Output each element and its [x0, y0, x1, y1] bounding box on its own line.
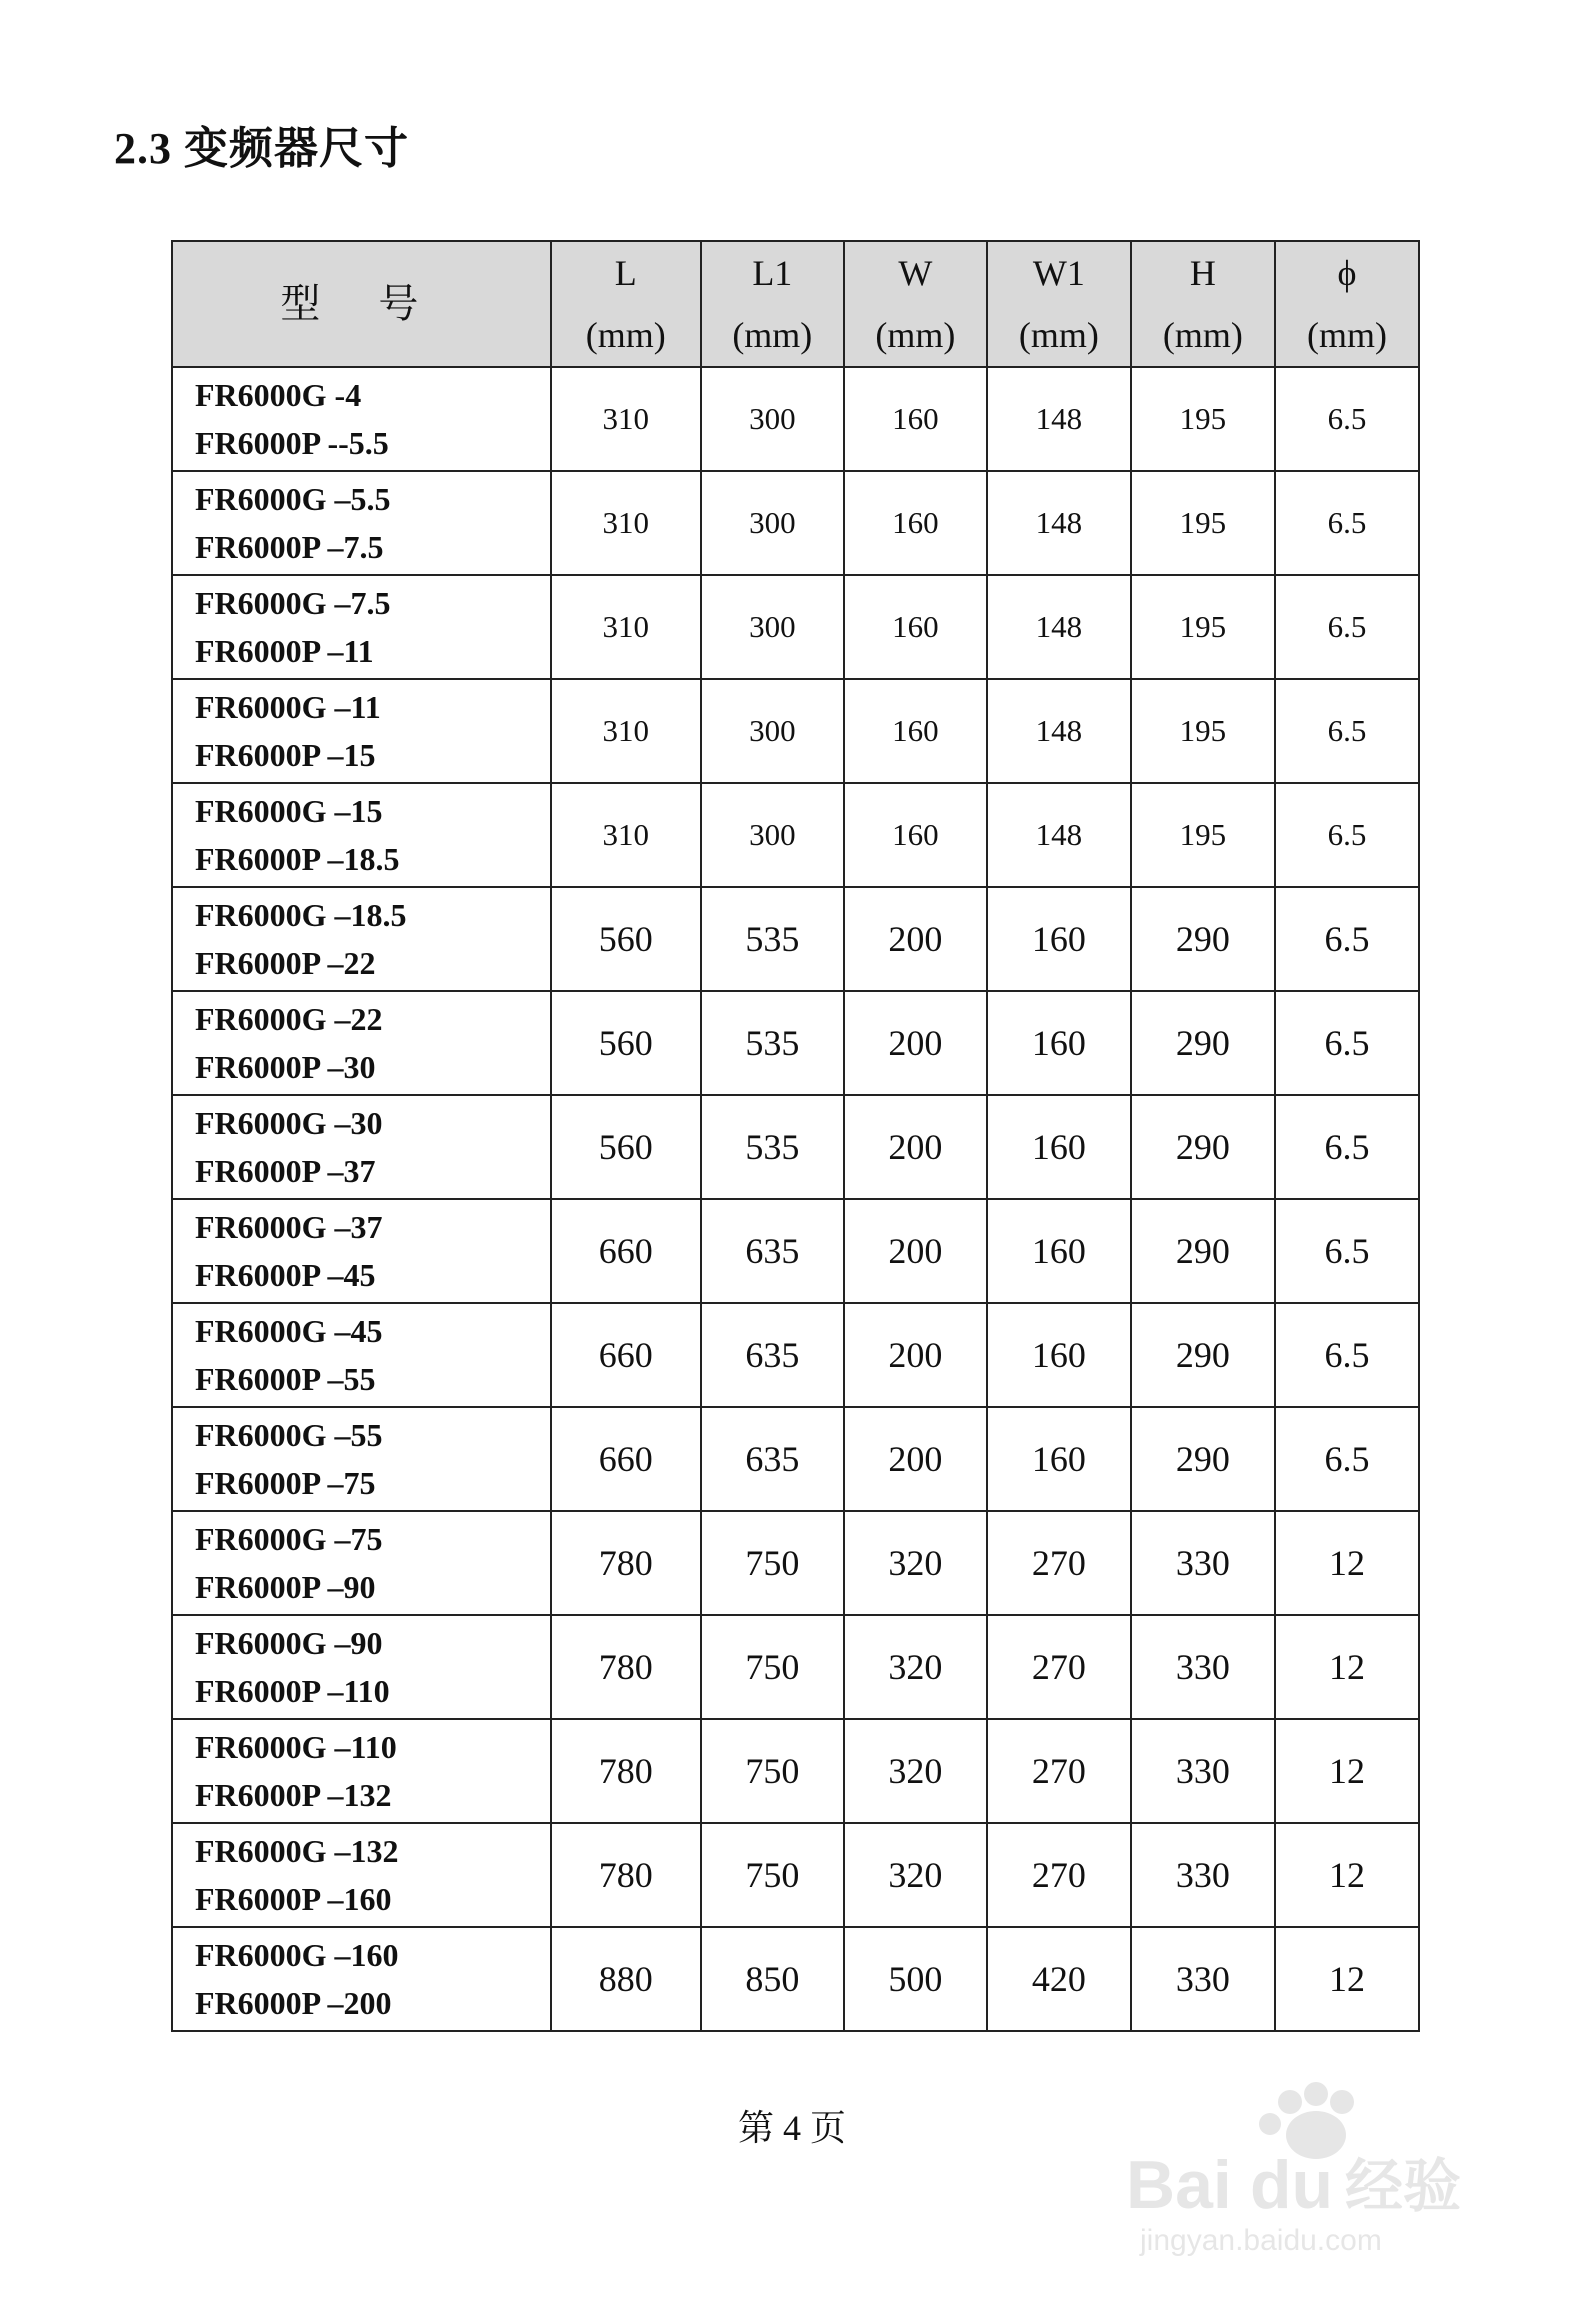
- model-cell: [172, 1823, 551, 1927]
- cell-w: 160: [844, 575, 987, 679]
- cell-l1: 300: [701, 679, 844, 783]
- cell-w: 160: [844, 679, 987, 783]
- header-W: [844, 241, 987, 367]
- cell-w1: 270: [987, 1511, 1131, 1615]
- header-H: [1131, 241, 1275, 367]
- model-p: FR6000P –75: [195, 1465, 376, 1501]
- model-cell: [172, 783, 551, 887]
- model-g: FR6000G -4: [195, 377, 362, 413]
- svg-text:经验: 经验: [1345, 2152, 1462, 2220]
- cell-l1: 750: [701, 1719, 844, 1823]
- table-row: [172, 1719, 1419, 1823]
- model-cell: [172, 367, 551, 471]
- table-row: [172, 679, 1419, 783]
- table-row: [172, 1199, 1419, 1303]
- cell-l: 560: [551, 1095, 701, 1199]
- table-row: [172, 887, 1419, 991]
- cell-l: 780: [551, 1615, 701, 1719]
- cell-w1: 148: [987, 367, 1131, 471]
- header-label: W: [898, 253, 933, 293]
- model-cell: [172, 1407, 551, 1511]
- section-title: 2.3 变频器尺寸: [114, 124, 409, 173]
- model-p: FR6000P –37: [195, 1153, 376, 1189]
- cell-h: 290: [1131, 1407, 1275, 1511]
- model-p: FR6000P –30: [195, 1049, 376, 1085]
- model-cell: [172, 679, 551, 783]
- model-p: FR6000P –45: [195, 1257, 376, 1293]
- cell-phi: 6.5: [1275, 1407, 1419, 1511]
- cell-w1: 160: [987, 1303, 1131, 1407]
- svg-text:Bai: Bai: [1126, 2147, 1232, 2223]
- table-body: [172, 367, 1419, 2031]
- cell-phi: 12: [1275, 1719, 1419, 1823]
- cell-w1: 270: [987, 1615, 1131, 1719]
- cell-l: 780: [551, 1719, 701, 1823]
- cell-h: 195: [1131, 575, 1275, 679]
- model-cell: [172, 1615, 551, 1719]
- model-cell: [172, 1927, 551, 2031]
- cell-h: 195: [1131, 783, 1275, 887]
- table-row: [172, 1095, 1419, 1199]
- cell-w: 200: [844, 1407, 987, 1511]
- model-g: FR6000G –22: [195, 1001, 383, 1037]
- cell-phi: 6.5: [1275, 783, 1419, 887]
- cell-w: 200: [844, 887, 987, 991]
- model-p: FR6000P –15: [195, 737, 376, 773]
- header-unit: (mm): [1306, 315, 1387, 355]
- cell-w: 320: [844, 1823, 987, 1927]
- header-unit: (mm): [1018, 315, 1099, 355]
- page-number: 第 4 页: [737, 2108, 846, 2148]
- cell-w: 320: [844, 1719, 987, 1823]
- cell-w1: 148: [987, 679, 1131, 783]
- cell-phi: 6.5: [1275, 367, 1419, 471]
- cell-l1: 750: [701, 1615, 844, 1719]
- model-p: FR6000P –22: [195, 945, 376, 981]
- header-label: W1: [1032, 253, 1085, 293]
- cell-phi: 6.5: [1275, 1199, 1419, 1303]
- model-g: FR6000G –11: [195, 689, 381, 725]
- cell-l: 310: [551, 471, 701, 575]
- table-row: [172, 367, 1419, 471]
- cell-l1: 535: [701, 887, 844, 991]
- cell-w: 200: [844, 1199, 987, 1303]
- header-label: ϕ: [1337, 253, 1357, 293]
- cell-h: 330: [1131, 1719, 1275, 1823]
- cell-h: 195: [1131, 471, 1275, 575]
- header-L1: [701, 241, 844, 367]
- model-cell: [172, 1095, 551, 1199]
- cell-h: 330: [1131, 1511, 1275, 1615]
- cell-l1: 535: [701, 1095, 844, 1199]
- model-p: FR6000P –90: [195, 1569, 376, 1605]
- cell-w1: 160: [987, 991, 1131, 1095]
- cell-h: 195: [1131, 679, 1275, 783]
- cell-l1: 300: [701, 471, 844, 575]
- header-W1: [987, 241, 1131, 367]
- model-g: FR6000G –7.5: [195, 585, 391, 621]
- cell-w: 160: [844, 783, 987, 887]
- cell-l: 310: [551, 575, 701, 679]
- table-row: [172, 575, 1419, 679]
- cell-phi: 6.5: [1275, 471, 1419, 575]
- table-row: [172, 1615, 1419, 1719]
- cell-phi: 12: [1275, 1927, 1419, 2031]
- cell-w1: 270: [987, 1823, 1131, 1927]
- model-p: FR6000P –11: [195, 633, 374, 669]
- cell-l1: 750: [701, 1823, 844, 1927]
- model-g: FR6000G –18.5: [195, 897, 407, 933]
- model-cell: [172, 991, 551, 1095]
- header-phi: [1275, 241, 1419, 367]
- cell-h: 290: [1131, 1095, 1275, 1199]
- cell-l1: 300: [701, 367, 844, 471]
- header-label: H: [1189, 253, 1216, 293]
- cell-l: 880: [551, 1927, 701, 2031]
- model-p: FR6000P –132: [195, 1777, 392, 1813]
- cell-l: 560: [551, 887, 701, 991]
- cell-phi: 6.5: [1275, 887, 1419, 991]
- model-cell: [172, 575, 551, 679]
- dimension-table: [171, 240, 1420, 2032]
- cell-l: 310: [551, 783, 701, 887]
- model-p: FR6000P –200: [195, 1985, 392, 2021]
- model-p: FR6000P –160: [195, 1881, 392, 1917]
- cell-phi: 6.5: [1275, 991, 1419, 1095]
- model-p: FR6000P --5.5: [195, 425, 389, 461]
- cell-w1: 160: [987, 1199, 1131, 1303]
- cell-h: 330: [1131, 1927, 1275, 2031]
- model-g: FR6000G –30: [195, 1105, 383, 1141]
- cell-l1: 535: [701, 991, 844, 1095]
- cell-phi: 12: [1275, 1823, 1419, 1927]
- table-row: [172, 1511, 1419, 1615]
- cell-phi: 6.5: [1275, 1095, 1419, 1199]
- model-g: FR6000G –75: [195, 1521, 383, 1557]
- header-unit: (mm): [1162, 315, 1243, 355]
- cell-l1: 635: [701, 1199, 844, 1303]
- model-g: FR6000G –160: [195, 1937, 399, 1973]
- header-label: L1: [752, 253, 793, 293]
- model-g: FR6000G –5.5: [195, 481, 391, 517]
- header-unit: (mm): [585, 315, 666, 355]
- cell-w: 320: [844, 1511, 987, 1615]
- svg-text:du: du: [1250, 2147, 1334, 2223]
- cell-w: 200: [844, 991, 987, 1095]
- svg-text:jingyan.baidu.com: jingyan.baidu.com: [1140, 2224, 1382, 2257]
- model-cell: [172, 471, 551, 575]
- model-cell: [172, 1199, 551, 1303]
- cell-h: 290: [1131, 1199, 1275, 1303]
- model-g: FR6000G –110: [195, 1729, 397, 1765]
- cell-h: 195: [1131, 367, 1275, 471]
- cell-phi: 6.5: [1275, 679, 1419, 783]
- cell-w1: 160: [987, 887, 1131, 991]
- table-header-row: [172, 241, 1419, 367]
- model-g: FR6000G –132: [195, 1833, 399, 1869]
- cell-w1: 160: [987, 1095, 1131, 1199]
- cell-h: 330: [1131, 1823, 1275, 1927]
- table-row: [172, 1407, 1419, 1511]
- table-row: [172, 1927, 1419, 2031]
- header-unit: (mm): [875, 315, 956, 355]
- model-g: FR6000G –37: [195, 1209, 383, 1245]
- cell-w1: 148: [987, 471, 1131, 575]
- model-g: FR6000G –15: [195, 793, 383, 829]
- cell-phi: 12: [1275, 1511, 1419, 1615]
- cell-l: 660: [551, 1407, 701, 1511]
- model-g: FR6000G –45: [195, 1313, 383, 1349]
- cell-l: 560: [551, 991, 701, 1095]
- cell-w: 200: [844, 1095, 987, 1199]
- model-cell: [172, 1511, 551, 1615]
- cell-w1: 148: [987, 575, 1131, 679]
- cell-h: 330: [1131, 1615, 1275, 1719]
- cell-w: 200: [844, 1303, 987, 1407]
- cell-w: 160: [844, 367, 987, 471]
- model-cell: [172, 1719, 551, 1823]
- cell-l1: 750: [701, 1511, 844, 1615]
- header-label: L: [614, 253, 637, 293]
- cell-h: 290: [1131, 1303, 1275, 1407]
- cell-l1: 850: [701, 1927, 844, 2031]
- model-cell: [172, 1303, 551, 1407]
- cell-l1: 300: [701, 575, 844, 679]
- table-row: [172, 783, 1419, 887]
- model-p: FR6000P –110: [195, 1673, 390, 1709]
- cell-l: 660: [551, 1303, 701, 1407]
- header-L: [551, 241, 701, 367]
- cell-w1: 148: [987, 783, 1131, 887]
- cell-phi: 6.5: [1275, 575, 1419, 679]
- table-row: [172, 1823, 1419, 1927]
- cell-w1: 160: [987, 1407, 1131, 1511]
- cell-h: 290: [1131, 887, 1275, 991]
- cell-w: 500: [844, 1927, 987, 2031]
- cell-phi: 12: [1275, 1615, 1419, 1719]
- cell-l: 660: [551, 1199, 701, 1303]
- model-p: FR6000P –7.5: [195, 529, 384, 565]
- table-row: [172, 471, 1419, 575]
- cell-l1: 635: [701, 1303, 844, 1407]
- cell-w1: 420: [987, 1927, 1131, 2031]
- model-g: FR6000G –55: [195, 1417, 383, 1453]
- cell-l1: 635: [701, 1407, 844, 1511]
- cell-w: 320: [844, 1615, 987, 1719]
- model-p: FR6000P –18.5: [195, 841, 400, 877]
- table-row: [172, 1303, 1419, 1407]
- header-unit: (mm): [732, 315, 813, 355]
- cell-l: 780: [551, 1823, 701, 1927]
- cell-phi: 6.5: [1275, 1303, 1419, 1407]
- cell-w1: 270: [987, 1719, 1131, 1823]
- cell-l1: 300: [701, 783, 844, 887]
- cell-l: 310: [551, 367, 701, 471]
- table-row: [172, 991, 1419, 1095]
- model-cell: [172, 887, 551, 991]
- header-model: 型 号: [172, 241, 551, 367]
- cell-l: 780: [551, 1511, 701, 1615]
- cell-h: 290: [1131, 991, 1275, 1095]
- model-p: FR6000P –55: [195, 1361, 376, 1397]
- model-g: FR6000G –90: [195, 1625, 383, 1661]
- cell-w: 160: [844, 471, 987, 575]
- baidu-jingyan-watermark: [1120, 2080, 1520, 2260]
- cell-l: 310: [551, 679, 701, 783]
